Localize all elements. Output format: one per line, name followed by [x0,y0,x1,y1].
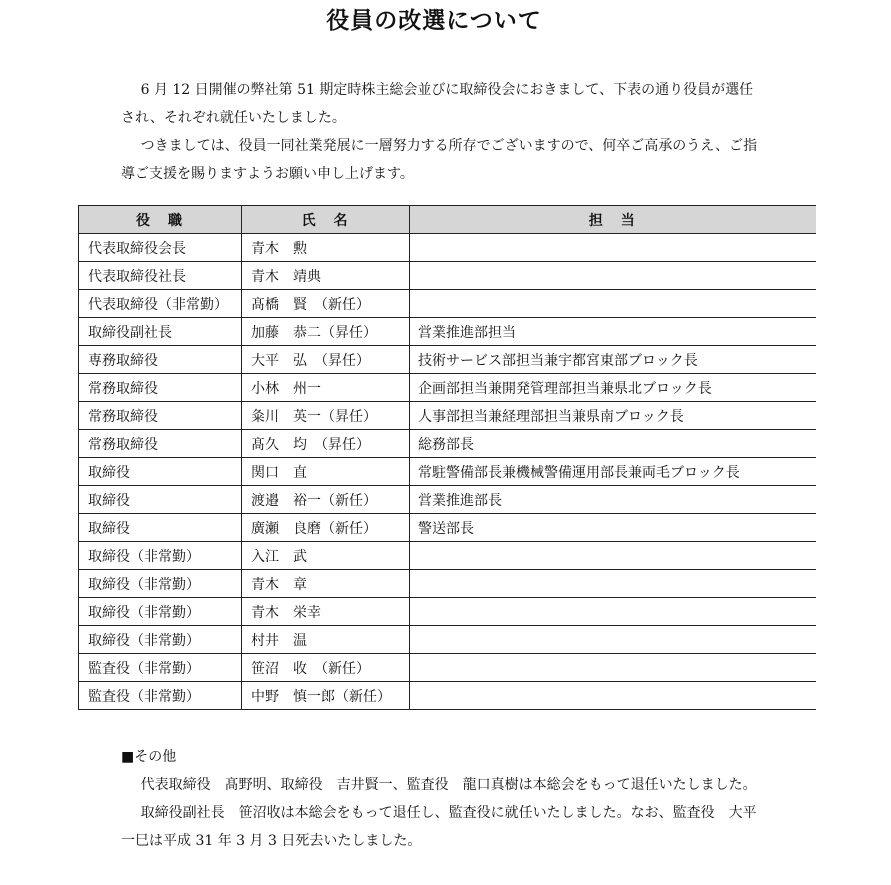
cell-position: 取締役（非常勤） [79,542,242,570]
cell-duty [410,262,816,290]
table-row [79,262,816,290]
cell-position: 代表取締役社長 [79,262,242,290]
table-header-row [79,206,816,234]
cell-duty: 人事部担当兼経理部担当兼県南ブロック長 [410,402,816,430]
cell-duty: 総務部長 [410,430,816,458]
table-row [79,402,816,430]
table-row [79,514,816,542]
cell-name: 関口 直 [242,458,410,486]
cell-duty: 警送部長 [410,514,816,542]
cell-duty [410,542,816,570]
cell-name: 村井 温 [242,626,410,654]
cell-duty: 営業推進部担当 [410,318,816,346]
cell-position: 代表取締役会長 [79,234,242,262]
cell-name: 小林 州一 [242,374,410,402]
cell-duty: 常駐警備部長兼機械警備運用部長兼両毛ブロック長 [410,458,816,486]
table-row [79,654,816,682]
table-row [79,346,816,374]
cell-position: 常務取締役 [79,430,242,458]
cell-name: 入江 武 [242,542,410,570]
cell-position: 代表取締役（非常勤） [79,290,242,318]
notes-heading: ■その他 [121,749,177,765]
intro-text [121,76,761,188]
notes-paragraph: 代表取締役 髙野明、取締役 吉井賢一、監査役 龍口真樹は本総会をもって退任いたしました。 [140,777,757,793]
table-row [79,570,816,598]
cell-name: 渡邉 裕一（新任） [242,486,410,514]
cell-name: 青木 靖典 [242,262,410,290]
cell-name: 廣瀬 良磨（新任） [242,514,410,542]
cell-position: 取締役（非常勤） [79,598,242,626]
column-header-duty: 担 当 [410,206,816,234]
cell-name: 大平 弘 （昇任） [242,346,410,374]
intro-paragraph: 6 月 12 日開催の弊社第 51 期定時株主総会並びに取締役会におきまして、下表の通り役員が選任され、それぞれ就任いたしました。 [121,82,754,126]
cell-name: 粂川 英一（昇任） [242,402,410,430]
column-header-name: 氏 名 [242,206,410,234]
table-row [79,290,816,318]
table-row [79,598,816,626]
table-row [79,430,816,458]
cell-duty: 技術サービス部担当兼宇都宮東部ブロック長 [410,346,816,374]
cell-duty [410,598,816,626]
cell-duty [410,234,816,262]
cell-position: 取締役（非常勤） [79,570,242,598]
cell-position: 専務取締役 [79,346,242,374]
table-row [79,626,816,654]
cell-duty: 営業推進部長 [410,486,816,514]
page-title: 役員の改選について [326,8,542,34]
cell-position: 監査役（非常勤） [79,682,242,710]
cell-position: 取締役 [79,514,242,542]
cell-name: 笹沼 收 （新任） [242,654,410,682]
cell-position: 取締役（非常勤） [79,626,242,654]
cell-position: 常務取締役 [79,402,242,430]
cell-name: 髙久 均 （昇任） [242,430,410,458]
officers-table [78,205,816,710]
intro-paragraph: つきましては、役員一同社業発展に一層努力する所存でございますので、何卒ご高承のうえ、ご指導ご支援を賜りますようお願い申し上げます。 [121,138,758,182]
notes-text [121,771,761,855]
cell-position: 常務取締役 [79,374,242,402]
cell-name: 髙橋 賢 （新任） [242,290,410,318]
table-row [79,486,816,514]
column-header-position: 役 職 [79,206,242,234]
table-row [79,458,816,486]
cell-name: 加藤 恭二（昇任） [242,318,410,346]
cell-name: 青木 章 [242,570,410,598]
cell-duty [410,626,816,654]
notes-paragraph: 取締役副社長 笹沼收は本総会をもって退任し、監査役に就任いたしました。なお、監査役 大平一巳は平成 31 年 3 月 3 日死去いたしました。 [121,805,757,849]
officers-table-body [79,234,816,710]
cell-duty: 企画部担当兼開発管理部担当兼県北ブロック長 [410,374,816,402]
cell-position: 取締役 [79,458,242,486]
table-row [79,318,816,346]
cell-name: 青木 勲 [242,234,410,262]
table-row [79,234,816,262]
cell-duty [410,682,816,710]
cell-duty [410,654,816,682]
cell-position: 取締役 [79,486,242,514]
table-row [79,682,816,710]
cell-duty [410,290,816,318]
cell-position: 監査役（非常勤） [79,654,242,682]
cell-name: 青木 栄幸 [242,598,410,626]
cell-position: 取締役副社長 [79,318,242,346]
cell-duty [410,570,816,598]
table-row [79,374,816,402]
cell-name: 中野 慎一郎（新任） [242,682,410,710]
table-row [79,542,816,570]
